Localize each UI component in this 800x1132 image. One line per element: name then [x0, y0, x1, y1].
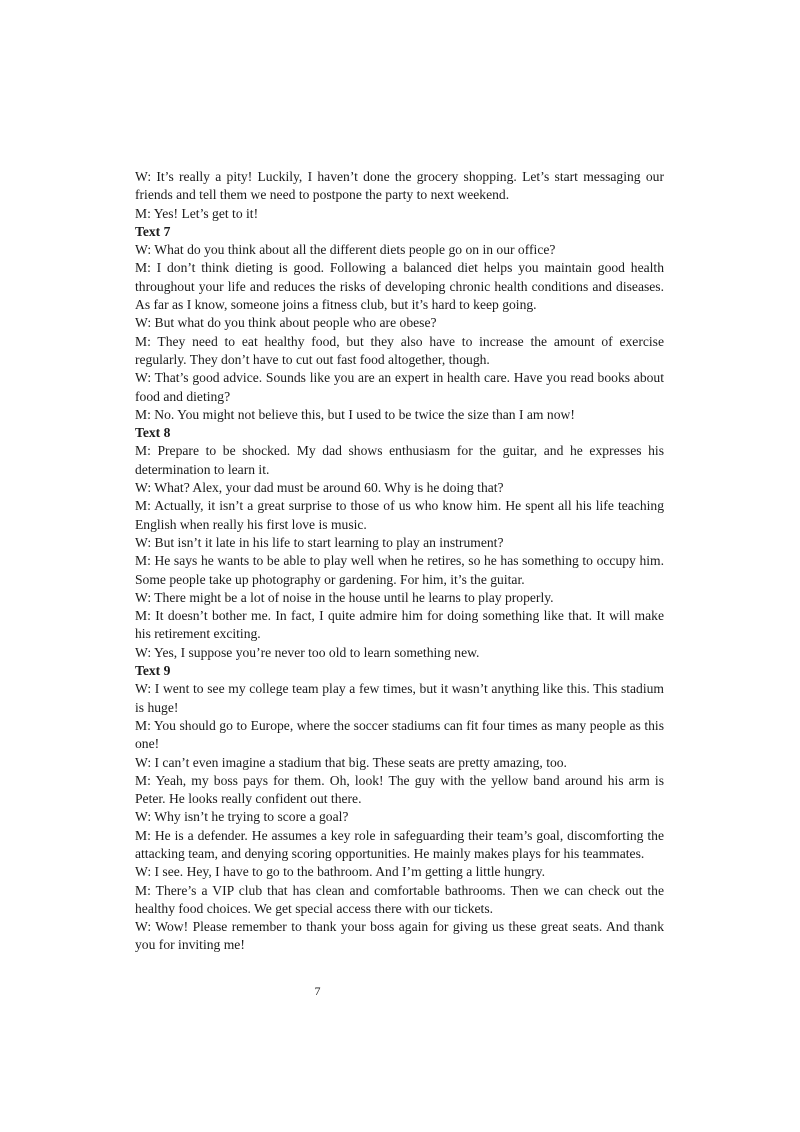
- dialogue-line: M: Prepare to be shocked. My dad shows enthusiasm for the guitar, and he expresses his determination to learn it.: [135, 443, 664, 477]
- dialogue-line: M: Actually, it isn’t a great surprise to those of us who know him. He spent all his life teaching English when really his first love is music.: [135, 498, 664, 532]
- dialogue-line: W: Yes, I suppose you’re never too old to learn something new.: [135, 644, 480, 660]
- dialogue-line: M: I don’t think dieting is good. Following a balanced diet helps you maintain good health throughout your life and reduces the risks of developing chronic health conditions and diseases. As far as I know, someone joins a fitness club, but it’s hard to keep going.: [135, 260, 664, 313]
- dialogue-line: M: There’s a VIP club that has clean and comfortable bathrooms. Then we can check out the healthy food choices. We get special access there with our tickets.: [135, 882, 664, 916]
- dialogue-line: M: Yeah, my boss pays for them. Oh, look! The guy with the yellow band around his arm is Peter. He looks really confident out there.: [135, 772, 664, 807]
- dialogue-line: M: He is a defender. He assumes a key role in safeguarding their team’s goal, discomforting the attacking team, and denying scoring opportunities. He mainly makes plays for his teammates.: [135, 827, 664, 861]
- dialogue-line: W: Wow! Please remember to thank your boss again for giving us these great seats. And thank you for inviting me!: [135, 919, 664, 953]
- dialogue-line: W: That’s good advice. Sounds like you are an expert in health care. Have you read books about food and dieting?: [135, 370, 664, 404]
- dialogue-line: M: It doesn’t bother me. In fact, I quite admire him for doing something like that. It will make his retirement exciting.: [135, 608, 664, 642]
- section-heading-text-7: Text 7: [135, 223, 171, 239]
- dialogue-line: M: He says he wants to be able to play well when he retires, so he has something to occupy him. Some people take up photography or gardening. For him, it’s the guitar.: [135, 553, 664, 587]
- dialogue-line: M: They need to eat healthy food, but they also have to increase the amount of exercise regularly. They don’t have to cut out fast food altogether, though.: [135, 333, 664, 367]
- dialogue-line: M: No. You might not believe this, but I used to be twice the size than I am now!: [135, 406, 575, 422]
- dialogue-line: W: I can’t even imagine a stadium that big. These seats are pretty amazing, too.: [135, 754, 567, 770]
- dialogue-line: W: It’s really a pity! Luckily, I haven’t done the grocery shopping. Let’s start messaging our friends and tell them we need to postpone the party to next weekend.: [135, 169, 664, 203]
- dialogue-line: W: I see. Hey, I have to go to the bathroom. And I’m getting a little hungry.: [135, 864, 545, 880]
- dialogue-line: M: You should go to Europe, where the soccer stadiums can fit four times as many people as this one!: [135, 717, 664, 752]
- dialogue-line: W: What do you think about all the different diets people go on in our office?: [135, 242, 556, 258]
- section-heading-text-8: Text 8: [135, 425, 171, 441]
- dialogue-line: W: There might be a lot of noise in the house until he learns to play properly.: [135, 589, 554, 605]
- section-heading-text-9: Text 9: [135, 663, 171, 679]
- dialogue-line: W: But isn’t it late in his life to start learning to play an instrument?: [135, 534, 504, 550]
- dialogue-line: W: But what do you think about people who are obese?: [135, 315, 437, 331]
- dialogue-line: W: What? Alex, your dad must be around 60. Why is he doing that?: [135, 480, 504, 496]
- dialogue-line: W: Why isn’t he trying to score a goal?: [135, 809, 349, 825]
- dialogue-line: W: I went to see my college team play a few times, but it wasn’t anything like this. This stadium is huge!: [135, 681, 664, 715]
- page-number: 7: [314, 984, 321, 998]
- page-content: [135, 168, 664, 955]
- dialogue-line: M: Yes! Let’s get to it!: [135, 205, 259, 221]
